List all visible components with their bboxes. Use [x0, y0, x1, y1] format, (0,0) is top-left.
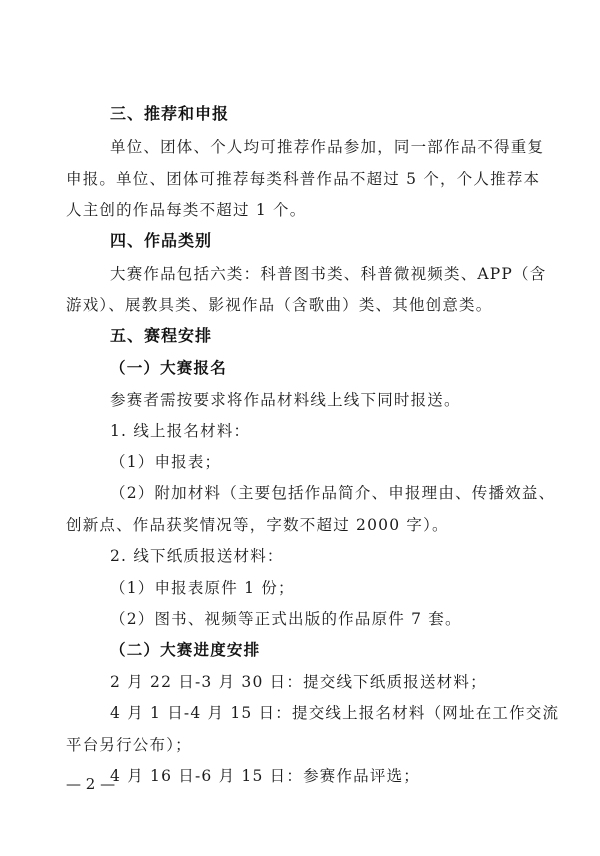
section-5-heading: 五、赛程安排 [110, 326, 213, 345]
schedule-item: 平台另行公布）； [66, 736, 192, 754]
subsection-heading: （一）大赛报名 [110, 358, 227, 377]
list-item: 1. 线上报名材料： [110, 422, 251, 440]
list-item: 创新点、作品获奖情况等，字数不超过 2000 字）。 [66, 516, 449, 534]
schedule-item: 4 月 16 日-6 月 15 日：参赛作品评选； [110, 767, 420, 785]
paragraph-line: 申报。单位、团体可推荐每类科普作品不超过 5 个，个人推荐本 [66, 170, 541, 188]
paragraph-line: 游戏）、展教具类、影视作品（含歌曲）类、其他创意类。 [66, 296, 493, 314]
section-3-heading: 三、推荐和申报 [110, 104, 230, 123]
paragraph-line: 大赛作品包括六类：科普图书类、科普微视频类、APP（含 [110, 265, 547, 283]
list-item: （2）附加材料（主要包括作品简介、申报理由、传播效益、 [110, 484, 556, 502]
schedule-item: 4 月 1 日-4 月 15 日：提交线上报名材料（网址在工作交流 [110, 704, 560, 722]
list-item: （1）申报表原件 1 份； [110, 579, 295, 597]
paragraph-line: 人主创的作品每类不超过 1 个。 [66, 201, 307, 219]
list-item: 2. 线下纸质报送材料： [110, 547, 284, 565]
paragraph-line: 参赛者需按要求将作品材料线上线下同时报送。 [110, 391, 461, 409]
schedule-item: 2 月 22 日-3 月 30 日：提交线下纸质报送材料； [110, 673, 487, 691]
list-item: （1）申报表； [110, 453, 222, 471]
subsection-heading: （二）大赛进度安排 [110, 640, 261, 659]
list-item: （2）图书、视频等正式出版的作品原件 7 套。 [110, 610, 462, 628]
page-number: — 2 — [66, 775, 116, 793]
paragraph-line: 单位、团体、个人均可推荐作品参加，同一部作品不得重复 [110, 138, 545, 156]
section-4-heading: 四、作品类别 [110, 231, 213, 250]
